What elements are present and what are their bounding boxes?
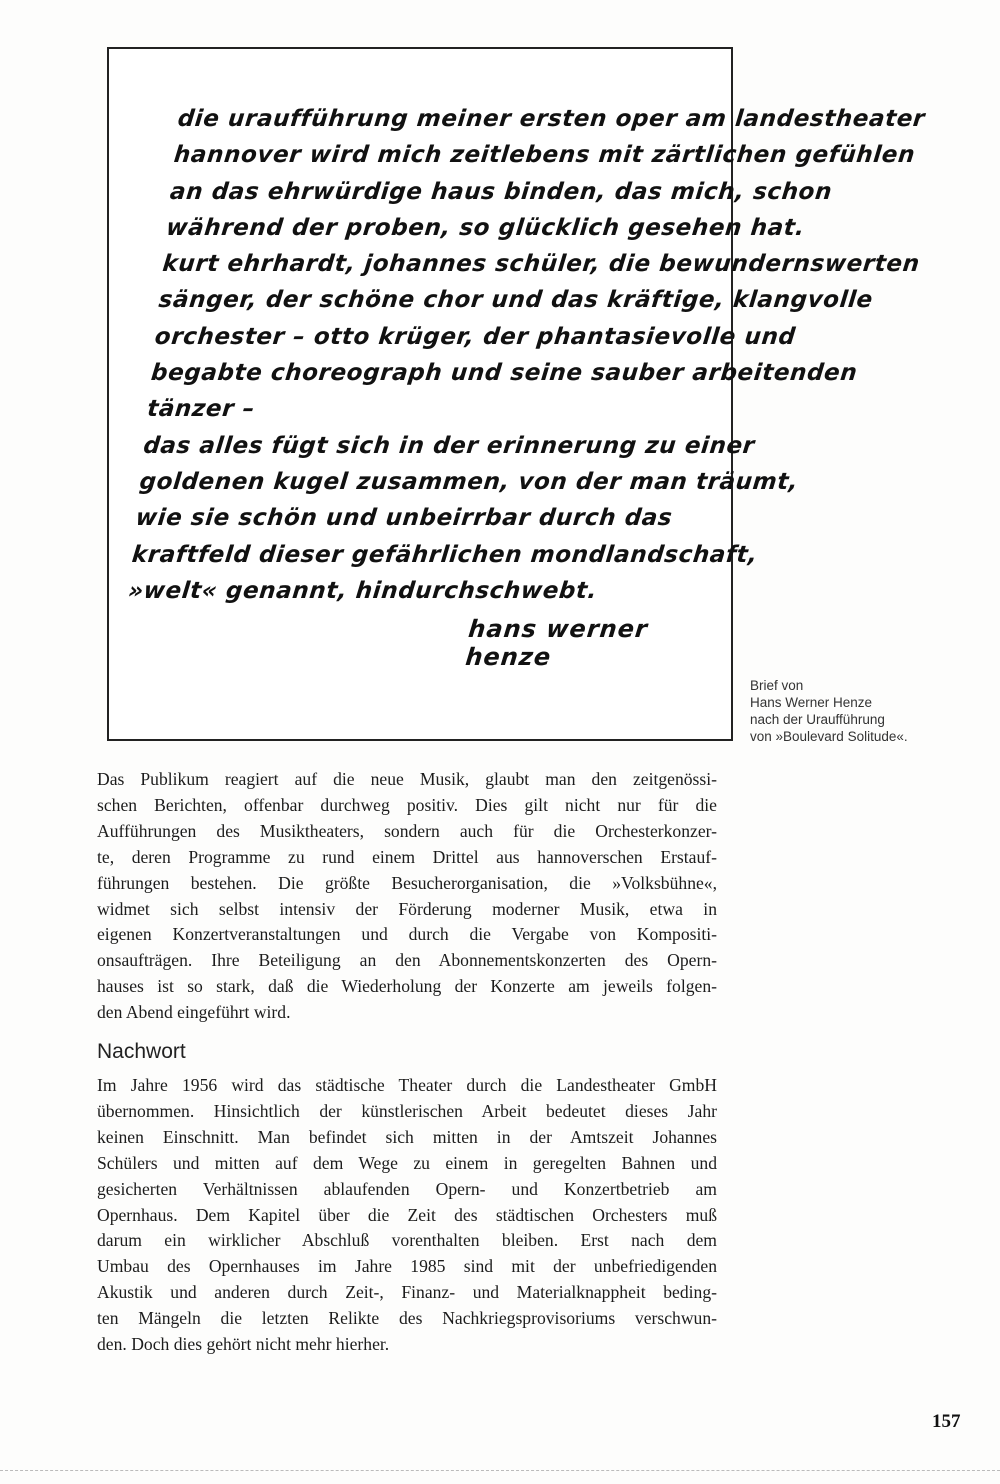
paragraph-line: keinen Einschnitt. Man befindet sich mitten in der Amtszeit Johannes — [97, 1126, 717, 1147]
page-number: 157 — [932, 1411, 961, 1432]
letter-line: begabte choreograph und seine sauber arbeitenden — [149, 360, 859, 387]
paragraph-line: den. Doch dies gehört nicht mehr hierher. — [97, 1334, 390, 1355]
handwritten-letter-text — [126, 101, 927, 609]
letter-signature: hans werner henze — [464, 615, 650, 671]
caption-line: Hans Werner Henze — [750, 695, 873, 710]
letter-line: orchester – otto krüger, der phantasievolle und — [153, 323, 797, 350]
paragraph-line: Akustik und anderen durch Zeit-, Finanz- und Materialknappheit beding- — [97, 1282, 717, 1303]
paragraph-line: führungen bestehen. Die größte Besucherorganisation, die »Volksbühne«, — [97, 872, 717, 893]
letter-line: das alles fügt sich in der erinnerung zu einer — [142, 432, 757, 459]
caption-line: Brief von — [750, 678, 804, 693]
letter-line: goldenen kugel zusammen, von der man träumt, — [138, 468, 800, 495]
scan-edge-divider — [0, 1470, 1000, 1472]
paragraph-line: Opernhaus. Dem Kapitel über die Zeit des städtischen Orchesters muß — [97, 1204, 717, 1225]
paragraph-line: Das Publikum reagiert auf die neue Musik, glaubt man den zeitgenössi- — [97, 769, 717, 789]
paragraph-line: Aufführungen des Musiktheaters, sondern auch für die Orchesterkonzer- — [97, 820, 717, 841]
paragraph-line: te, deren Programme zu rund einem Drittel aus hannoverschen Erstauf- — [97, 846, 717, 867]
paragraph-line: Im Jahre 1956 wird das städtische Theater durch die Landestheater GmbH — [97, 1075, 717, 1095]
letter-line: während der proben, so glücklich gesehen hat. — [165, 214, 807, 241]
paragraph-line: Umbau des Opernhauses im Jahre 1985 sind mit der unbefriedigenden — [97, 1256, 717, 1277]
paragraph-line: eigenen Konzertveranstaltungen und durch die Vergabe von Kompositi- — [97, 924, 717, 945]
section-heading: Nachwort — [97, 1040, 186, 1063]
paragraph-line: hauses ist so stark, daß die Wiederholung der Konzerte am jeweils folgen- — [97, 976, 717, 997]
figure-caption — [750, 677, 950, 745]
paragraph-line: gesicherten Verhältnissen ablaufenden Opern- und Konzertbetrieb am — [97, 1178, 717, 1199]
letter-line: die uraufführung meiner ersten oper am landestheater — [176, 106, 927, 132]
letter-line: kraftfeld dieser gefährlichen mondlandschaft, — [130, 541, 759, 568]
body-paragraph-1 — [97, 767, 717, 1026]
paragraph-line: widmet sich selbst intensiv der Förderung moderner Musik, etwa in — [97, 898, 717, 919]
caption-line: von »Boulevard Solitude«. — [750, 729, 908, 744]
paragraph-line: onsaufträgen. Ihre Beteiligung an den Abonnementskonzerten des Opern- — [97, 950, 717, 971]
paragraph-line: ten Mängeln die letzten Relikte des Nachkriegsprovisoriums verschwun- — [97, 1308, 717, 1329]
caption-line: nach der Uraufführung — [750, 712, 885, 727]
body-paragraph-2 — [97, 1073, 717, 1358]
paragraph-line: Schülers und mitten auf dem Wege zu einem in geregelten Bahnen und — [97, 1152, 717, 1173]
paragraph-line: den Abend eingeführt wird. — [97, 1002, 291, 1023]
letter-line: wie sie schön und unbeirrbar durch das — [134, 505, 674, 532]
letter-line: sänger, der schöne chor und das kräftige, klangvolle — [157, 287, 875, 314]
paragraph-line: darum ein wirklicher Abschluß vorenthalten bleiben. Erst nach dem — [97, 1230, 717, 1251]
paragraph-line: schen Berichten, offenbar durchweg positiv. Dies gilt nicht nur für die — [97, 794, 717, 815]
letter-line: kurt ehrhardt, johannes schüler, die bewundernswerten — [161, 251, 922, 278]
letter-line: an das ehrwürdige haus binden, das mich, schon — [168, 178, 834, 205]
letter-line: tänzer – — [145, 396, 257, 423]
letter-line: hannover wird mich zeitlebens mit zärtlichen gefühlen — [172, 142, 917, 169]
letter-line: »welt« genannt, hindurchschwebt. — [126, 577, 599, 604]
paragraph-line: übernommen. Hinsichtlich der künstlerischen Arbeit bedeutet dieses Jahr — [97, 1100, 717, 1121]
